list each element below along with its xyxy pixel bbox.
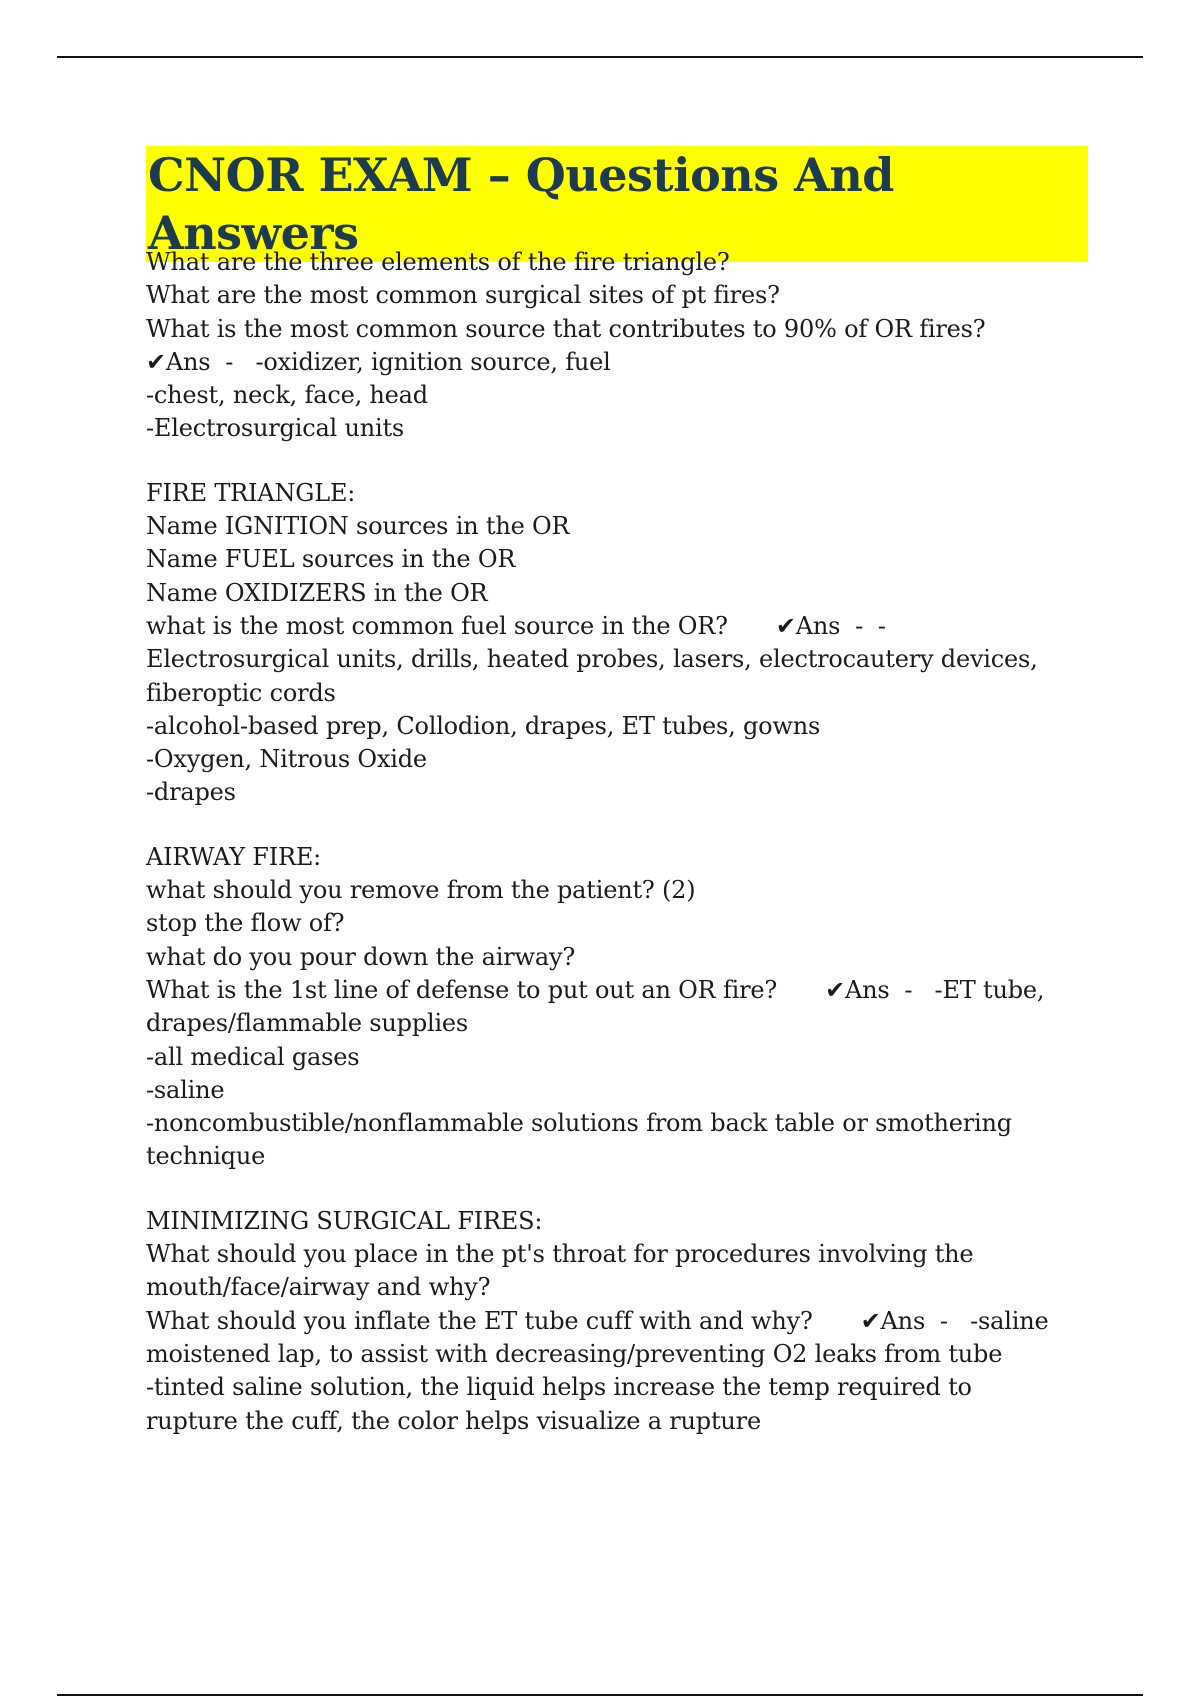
question-text: What is the 1st line of defense to put out an OR fire? (146, 975, 778, 1004)
bottom-rule (57, 1694, 1143, 1696)
question-line: what should you remove from the patient? (2) (146, 876, 696, 905)
question-line: What is the most common source that contributes to 90% of OR fires? (146, 314, 986, 343)
answer-line: drapes/flammable supplies (146, 1009, 469, 1038)
question-line: Name FUEL sources in the OR (146, 545, 516, 574)
answer-line: Electrosurgical units, drills, heated probes, lasers, electrocautery devices, (146, 645, 1038, 674)
answer-marker: ✔Ans - -saline (860, 1306, 1049, 1335)
answer-marker: ✔Ans - - (775, 611, 886, 640)
answer-line: -tinted saline solution, the liquid helps increase the temp required to (146, 1373, 972, 1402)
answer-line: fiberoptic cords (146, 678, 336, 707)
question-answer-line (146, 974, 1106, 1007)
section-heading: AIRWAY FIRE: (146, 842, 322, 871)
page-title: CNOR EXAM – Questions And Answers (146, 146, 1088, 262)
top-rule (57, 56, 1143, 58)
question-line: mouth/face/airway and why? (146, 1273, 491, 1302)
question-line: what do you pour down the airway? (146, 942, 575, 971)
qa-block-fire-triangle (146, 477, 1106, 810)
qa-block-fire-triangle-basics (146, 246, 1106, 446)
answer-marker: ✔Ans - -ET tube, (825, 975, 1045, 1004)
answer-line: ✔Ans - -oxidizer, ignition source, fuel (146, 347, 611, 376)
qa-block-airway-fire (146, 841, 1106, 1174)
answer-line: -drapes (146, 778, 236, 807)
question-answer-line (146, 610, 1106, 643)
answer-line: -Electrosurgical units (146, 414, 405, 443)
question-answer-line (146, 1305, 1106, 1338)
question-text: what is the most common fuel source in the OR? (146, 611, 728, 640)
question-line: What are the three elements of the fire triangle? (146, 248, 730, 276)
qa-block-minimizing-surgical-fires (146, 1205, 1106, 1438)
document-body (146, 246, 1106, 1469)
question-line: Name IGNITION sources in the OR (146, 512, 570, 541)
question-line: What are the most common surgical sites of pt fires? (146, 281, 780, 310)
question-line: stop the flow of? (146, 909, 345, 938)
answer-line: -alcohol-based prep, Collodion, drapes, ET tubes, gowns (146, 711, 821, 740)
question-line: Name OXIDIZERS in the OR (146, 578, 488, 607)
title-container (146, 146, 1088, 260)
section-heading: MINIMIZING SURGICAL FIRES: (146, 1206, 543, 1235)
section-heading: FIRE TRIANGLE: (146, 478, 356, 507)
question-text: What should you inflate the ET tube cuff with and why? (146, 1306, 813, 1335)
answer-line: moistened lap, to assist with decreasing/preventing O2 leaks from tube (146, 1339, 1003, 1368)
answer-line: -chest, neck, face, head (146, 381, 428, 410)
question-line: What should you place in the pt's throat for procedures involving the (146, 1240, 974, 1269)
answer-line: rupture the cuff, the color helps visualize a rupture (146, 1406, 761, 1435)
answer-line: -all medical gases (146, 1042, 360, 1071)
answer-line: -Oxygen, Nitrous Oxide (146, 745, 427, 774)
answer-line: -saline (146, 1075, 225, 1104)
answer-line: -noncombustible/nonflammable solutions from back table or smothering (146, 1109, 1012, 1138)
answer-line: technique (146, 1142, 266, 1171)
